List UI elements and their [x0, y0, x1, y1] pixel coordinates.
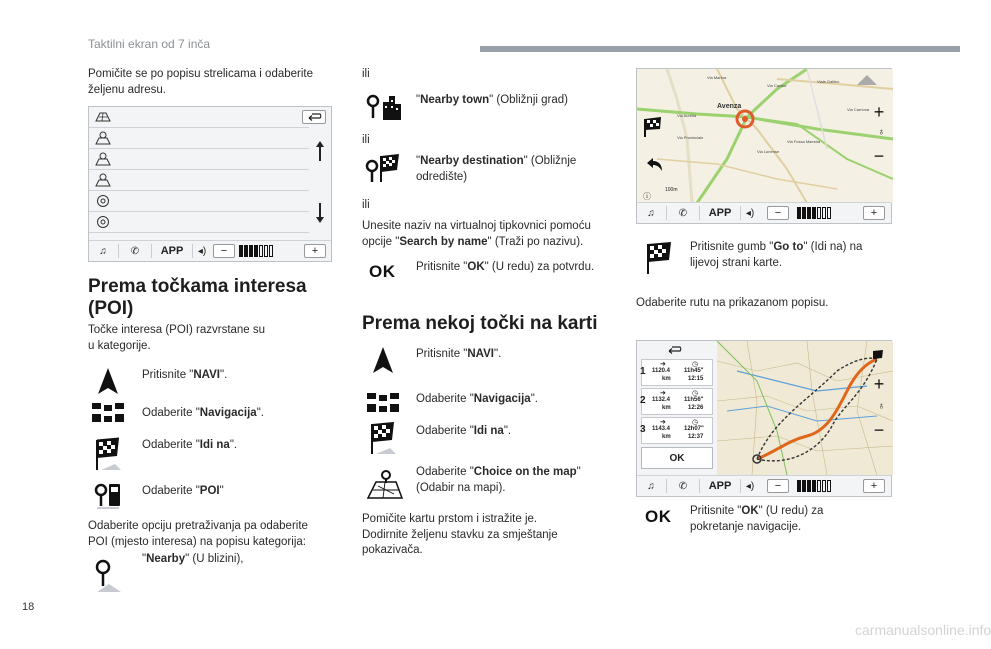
back-arrow-icon: [641, 155, 665, 175]
map-pin-icon: [95, 151, 111, 167]
volume-up-button[interactable]: +: [304, 244, 326, 258]
navi-arrow-icon: [369, 345, 397, 375]
street-label: Via Carriona: [847, 107, 870, 112]
info-icon[interactable]: ⓘ: [643, 192, 651, 201]
go-to-flag-icon: [368, 420, 398, 456]
go-to-flag-icon: [93, 436, 123, 472]
scale-label: 100m: [665, 187, 678, 193]
clock-icon: ◷: [692, 361, 699, 368]
route-duration: 12h07": [684, 426, 704, 432]
arrow-down-icon: [312, 195, 328, 231]
map-pin-icon: [95, 172, 111, 188]
header-divider: [480, 46, 960, 52]
ok-icon: OK: [369, 262, 396, 281]
list-item[interactable]: [89, 170, 309, 191]
clock-icon: ◷: [692, 390, 699, 397]
categories-text: Točke interesa (POI) razvrstane su u kategorije.: [88, 324, 266, 352]
option-nearby-town: "Nearby town" (Obližnji grad): [416, 94, 568, 106]
music-button[interactable]: [89, 241, 117, 261]
volume-down-button[interactable]: −: [767, 206, 789, 220]
place-icon: [95, 214, 111, 230]
poi-search-text: Odaberite opciju pretraživanja pa odaberite POI (mjesto interesa) na popisu kategorija:: [88, 520, 308, 548]
go-to-button[interactable]: [641, 115, 665, 139]
map-screen: [636, 68, 892, 224]
music-note-icon: ♫: [99, 245, 107, 257]
music-button[interactable]: [637, 476, 665, 496]
step2-navi: Pritisnite "NAVI".: [416, 348, 502, 360]
list-screen: [88, 106, 332, 262]
step2-idi-na: Odaberite "Idi na".: [416, 425, 512, 437]
navigation-icon: [91, 402, 125, 424]
choice-on-map-icon: [366, 468, 404, 502]
route-number: 1: [640, 366, 646, 377]
list-item[interactable]: [89, 191, 309, 212]
route-screen: [636, 340, 892, 497]
intro-text: Pomičite se po popisu strelicama i odaberite željenu adresu.: [88, 68, 314, 96]
volume-level: [797, 207, 831, 219]
scroll-up-button[interactable]: [312, 133, 328, 169]
zoom-in-button[interactable]: +: [873, 374, 885, 394]
zoom-in-button[interactable]: +: [873, 102, 885, 122]
nearby-town-icon: [365, 92, 403, 122]
street-label: Via Aurelia: [677, 113, 697, 118]
step2-choice-on-map: Odaberite "Choice on the map" (Odabir na mapi).: [416, 466, 581, 494]
street-label: Via Marina: [707, 75, 727, 80]
volume-level: [797, 480, 831, 492]
volume-up-button[interactable]: +: [863, 479, 885, 493]
volume-icon: ◂): [197, 245, 207, 257]
app-button[interactable]: APP: [708, 207, 732, 219]
music-note-icon: ♫: [647, 207, 655, 219]
route-distance-unit: km: [662, 434, 671, 440]
route-distance-unit: km: [662, 405, 671, 411]
volume-up-button[interactable]: +: [863, 206, 885, 220]
list-item[interactable]: [89, 107, 309, 128]
step2-navigacija: Odaberite "Navigacija".: [416, 393, 538, 405]
pin-icon: ♁: [877, 127, 885, 138]
phone-icon: ✆: [678, 480, 688, 492]
volume-icon: ◂): [745, 480, 755, 492]
route-eta: 12:26: [688, 405, 704, 411]
ok-icon: OK: [645, 507, 672, 526]
volume-down-button[interactable]: −: [213, 244, 235, 258]
clock-icon: ◷: [692, 419, 699, 426]
pin-icon: ♁: [877, 401, 885, 412]
street-label: Via Fossa Maestra: [787, 139, 821, 144]
route-distance: 1120.4: [652, 368, 671, 374]
poi-fuel-icon: [93, 478, 125, 510]
back-button[interactable]: [663, 344, 687, 356]
route-option[interactable]: [641, 359, 713, 386]
volume-down-button[interactable]: −: [767, 479, 789, 493]
route-distance-unit: km: [662, 376, 671, 382]
go-to-flag-icon: [641, 115, 665, 139]
ili-1: ili: [362, 68, 370, 80]
zoom-out-button[interactable]: −: [873, 146, 885, 166]
route-map[interactable]: [717, 341, 893, 475]
street-label: Via Cavour: [767, 83, 787, 88]
city-label: Avenza: [717, 103, 742, 110]
phone-icon: ✆: [678, 207, 688, 219]
option-nearby-destination: "Nearby destination" (Obližnje odredište): [416, 155, 577, 183]
step-navigacija: Odaberite "Navigacija".: [142, 407, 264, 419]
route-distance: 1143.4: [652, 426, 671, 432]
step-idi-na: Odaberite "Idi na".: [142, 439, 238, 451]
page-header-title: Taktilni ekran od 7 inča: [88, 37, 211, 51]
back-arrow-icon: [663, 345, 687, 357]
volume-icon: ◂): [745, 207, 755, 219]
page-number: 18: [22, 601, 35, 613]
bottom-bar: [637, 475, 891, 496]
route-eta: 12:15: [688, 376, 704, 382]
zoom-out-button[interactable]: −: [873, 420, 885, 440]
ili-3: ili: [362, 199, 370, 211]
step-final-ok: Pritisnite "OK" (U redu) za pokretanje navigacije.: [690, 505, 824, 533]
phone-button[interactable]: [669, 203, 697, 223]
search-by-name-text: Unesite naziv na virtualnoj tipkovnici pomoću opcije "Search by name" (Traži po nazivu).: [362, 220, 591, 248]
bottom-bar: [637, 202, 891, 223]
route-number: 2: [640, 395, 646, 406]
app-button[interactable]: APP: [160, 245, 184, 257]
move-map-text: Pomičite kartu prstom i istražite je. Dodirnite željenu stavku za smještanje pokazivača.: [362, 513, 558, 556]
ili-2: ili: [362, 134, 370, 146]
map-pin-icon: [95, 130, 111, 146]
step-ok-confirm: Pritisnite "OK" (U redu) za potvrdu.: [416, 261, 595, 273]
route-ok-button[interactable]: OK: [641, 447, 713, 469]
route-eta: 12:37: [688, 434, 704, 440]
route-duration: 11h56": [684, 397, 704, 403]
go-to-flag-icon: [643, 240, 675, 276]
distance-icon: ➜: [660, 419, 666, 426]
route-distance: 1132.4: [652, 397, 671, 403]
distance-icon: ➜: [660, 390, 666, 397]
map-view[interactable]: [637, 69, 893, 203]
route-duration: 11h45": [684, 368, 704, 374]
watermark: carmanualsonline.info: [855, 622, 991, 638]
navi-arrow-icon: [94, 366, 122, 396]
volume-level: [239, 245, 273, 257]
list-item[interactable]: [89, 212, 309, 233]
music-button[interactable]: [637, 203, 665, 223]
navigation-icon: [366, 392, 400, 414]
back-button[interactable]: [641, 155, 665, 175]
option-nearby: "Nearby" (U blizini),: [142, 553, 244, 565]
phone-button[interactable]: [121, 241, 149, 261]
step-navi: Pritisnite "NAVI".: [142, 369, 228, 381]
street-label: Via Lunense: [757, 149, 780, 154]
nearby-pin-icon: [93, 556, 123, 594]
phone-icon: ✆: [130, 245, 140, 257]
route-option[interactable]: [641, 417, 713, 444]
phone-button[interactable]: [669, 476, 697, 496]
bottom-bar: [89, 240, 331, 261]
list-item[interactable]: [89, 128, 309, 149]
app-button[interactable]: APP: [708, 480, 732, 492]
step-poi: Odaberite "POI": [142, 485, 224, 497]
distance-icon: ➜: [660, 361, 666, 368]
list-item[interactable]: [89, 149, 309, 170]
place-icon: [95, 193, 111, 209]
street-label: Viale Galileo: [817, 79, 840, 84]
route-option[interactable]: [641, 388, 713, 415]
street-label: Via Provinciale: [677, 135, 704, 140]
scroll-down-button[interactable]: [312, 195, 328, 231]
route-number: 3: [640, 424, 646, 435]
map-icon: [95, 109, 111, 125]
music-note-icon: ♫: [647, 480, 655, 492]
step-go-to: Pritisnite gumb "Go to" (Idi na) na lijevoj strani karte.: [690, 241, 863, 269]
map-point-heading: Prema nekoj točki na karti: [362, 313, 598, 334]
nearby-destination-icon: [365, 152, 401, 186]
poi-heading: Prema točkama interesa (POI): [88, 276, 307, 319]
arrow-up-icon: [312, 133, 328, 169]
select-route-text: Odaberite rutu na prikazanom popisu.: [636, 297, 829, 309]
